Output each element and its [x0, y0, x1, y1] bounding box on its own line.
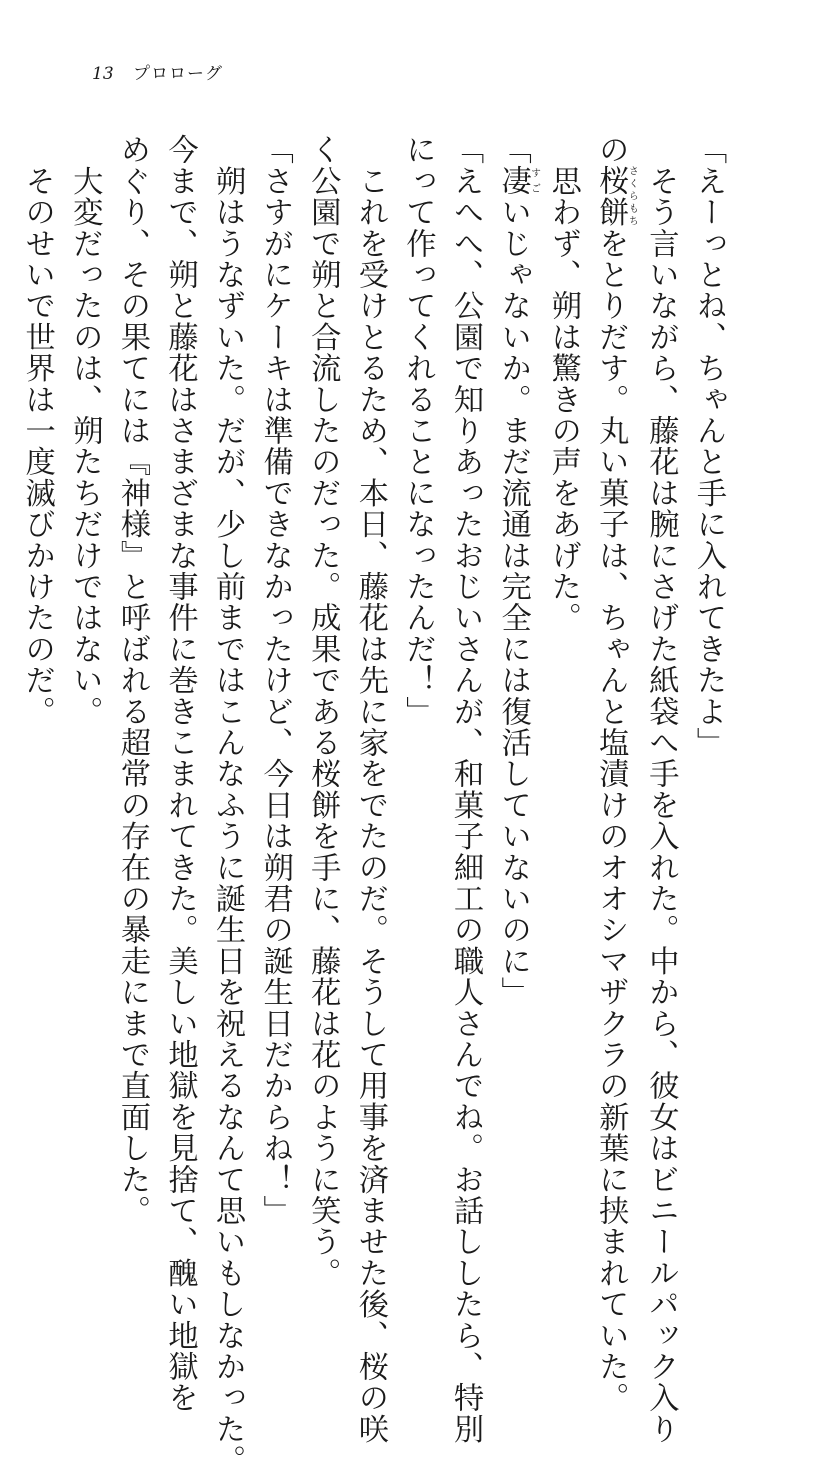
text-column-9: く公園で朔と合流したのだった。成果である桜餅を手に、藤花は花のように笑う。 [305, 134, 341, 1289]
ruby-sugoi: 凄すご [495, 165, 540, 197]
text-column-1: 「えーっとね、ちゃんと手に入れてきたよ」 [691, 134, 726, 758]
vertical-text-body [19, 134, 732, 1476]
text-column-10: 「さすがにケーキは準備できなかったけど、今日は朔君の誕生日だからね！」 [257, 134, 293, 1226]
running-header [92, 64, 223, 84]
text-column-4: 思わず、朔は驚きの声をあげた。 [545, 134, 581, 634]
text-column-11: 朔はうなずいた。だが、少し前まではこんなふうに誕生日を祝えるなんて思いもしなかった。 [210, 134, 246, 1476]
text-column-15: 大変だったのは、朔たちだけではない。 [67, 134, 103, 727]
ruby-sakuramochi: 桜餅さくらもち [593, 165, 638, 228]
text-column-3: の桜餅さくらもちをとりだす。丸い菓子は、ちゃんと塩漬けのオオシマザクラの新葉に挟まれていた。 [593, 134, 638, 1414]
text-column-16: そのせいで世界は一度滅びかけたのだ。 [19, 134, 55, 727]
text-column-7: にって作ってくれることになったんだ！」 [400, 134, 436, 727]
text-column-12: 今まで、朔と藤花はさまざまな事件に巻きこまれてきた。美しい地獄を見捨て、醜い地獄を [162, 134, 198, 1414]
text-column-5: 「凄すごいじゃないか。まだ流通は完全には復活していないのに」 [495, 134, 540, 1008]
text-column-13: めぐり、その果てには『神様』と呼ばれる超常の存在の暴走にまで直面した。 [114, 134, 150, 1226]
page-number: 13 [92, 64, 114, 84]
chapter-title: プロローグ [133, 64, 224, 84]
text-column-8: これを受けとるため、本日、藤花は先に家をでたのだ。そうして用事を済ませた後、桜の咲 [352, 134, 388, 1445]
text-column-6: 「えへへ、公園で知りあったおじいさんが、和菓子細工の職人さんでね。お話ししたら、特別 [448, 134, 484, 1445]
text-column-2: そう言いながら、藤花は腕にさげた紙袋へ手を入れた。中から、彼女はビニールパック入り [643, 134, 679, 1445]
